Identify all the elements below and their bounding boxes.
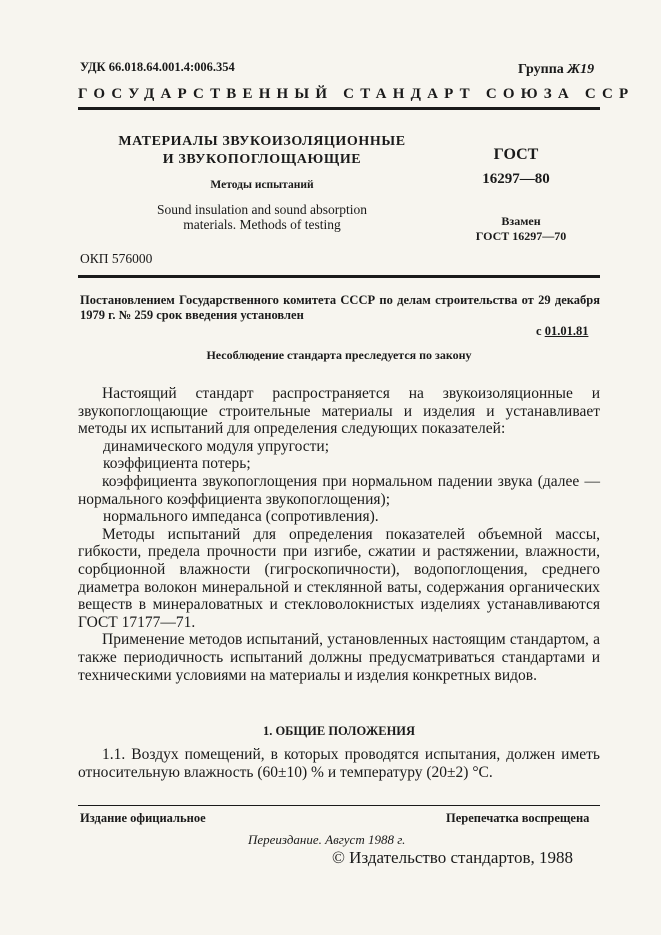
clause-block bbox=[78, 746, 600, 781]
list-item: коэффициента звукопоглощения при нормальном падении звука (далее — нормального коэффициента звукопоглощения); bbox=[78, 472, 600, 508]
header-rule bbox=[78, 107, 600, 110]
intro-paragraph: Настоящий стандарт распространяется на звукоизоляционные и звукопоглощающие строительные материалы и изделия и устанавливает методы их испытаний для определения следующих показателей: bbox=[78, 385, 600, 438]
gost-number: 16297—80 bbox=[482, 171, 550, 187]
reissue-note: Переиздание. Август 1988 г. bbox=[248, 832, 406, 847]
application-paragraph: Применение методов испытаний, установленных настоящим стандартом, а также периодичность испытаний должны предусматриваться стандартами и техническими условиями на материалы и изделия конкретных видов. bbox=[78, 631, 600, 684]
list-item: динамического модуля упругости; bbox=[103, 437, 329, 455]
footer-rule bbox=[78, 805, 600, 806]
title-line-1: МАТЕРИАЛЫ ЗВУКОИЗОЛЯЦИОННЫЕ bbox=[118, 134, 406, 149]
noncompliance-notice: Несоблюдение стандарта преследуется по закону bbox=[206, 348, 472, 362]
title-line-2: И ЗВУКОПОГЛОЩАЮЩИЕ bbox=[162, 152, 362, 167]
document-subtitle: Методы испытаний bbox=[210, 179, 314, 191]
english-title-line-1: Sound insulation and sound absorption bbox=[157, 202, 367, 217]
list-item: коэффициента потерь; bbox=[103, 455, 251, 473]
replaces-label: Взамен bbox=[501, 214, 541, 228]
group-code-value: Ж19 bbox=[567, 62, 595, 77]
effective-date bbox=[536, 324, 588, 339]
effective-date-prefix: с bbox=[536, 324, 542, 338]
reprint-notice: Перепечатка воспрещена bbox=[446, 811, 590, 825]
udk-code: УДК 66.018.64.001.4:006.354 bbox=[80, 60, 235, 74]
section-heading: 1. ОБЩИЕ ПОЛОЖЕНИЯ bbox=[262, 724, 416, 738]
title-block-rule bbox=[78, 275, 600, 278]
group-prefix: Группа bbox=[518, 62, 564, 77]
okp-code: ОКП 576000 bbox=[80, 251, 153, 266]
main-body bbox=[78, 385, 600, 684]
publisher-copyright: © Издательство стандартов, 1988 bbox=[332, 848, 573, 867]
clause-1-1: 1.1. Воздух помещений, в которых проводятся испытания, должен иметь относительную влажность (60±10) % и температуру (20±2) °С. bbox=[78, 746, 600, 781]
english-title bbox=[78, 202, 446, 232]
document-title bbox=[78, 133, 446, 169]
official-edition: Издание официальное bbox=[80, 811, 206, 825]
group-code bbox=[518, 62, 594, 78]
decree-text: Постановлением Государственного комитета СССР по делам строительства от 29 декабря 1979 г. № 259 срок введения установлен bbox=[80, 293, 600, 322]
gost-label: ГОСТ bbox=[493, 146, 539, 163]
replaces-block bbox=[466, 214, 576, 244]
english-title-line-2: materials. Methods of testing bbox=[183, 217, 341, 232]
list-item: нормального импеданса (сопротивления). bbox=[103, 508, 379, 526]
replaces-number: ГОСТ 16297—70 bbox=[475, 229, 567, 243]
effective-date-value: 01.01.81 bbox=[544, 324, 589, 338]
state-standard-banner: ГОСУДАРСТВЕННЫЙ СТАНДАРТ СОЮЗА ССР bbox=[78, 86, 635, 102]
methods-paragraph: Методы испытаний для определения показателей объемной массы, гибкости, предела прочности при изгибе, сжатии и растяжении, влажности, сорбционной влажности (гигроскопичности), водопоглощения, среднего диаметра волокон минеральной и стеклянной ваты, содержания органических веществ в минераловатных и стекловолокнистых изделиях устанавливаются ГОСТ 17177—71. bbox=[78, 525, 600, 631]
